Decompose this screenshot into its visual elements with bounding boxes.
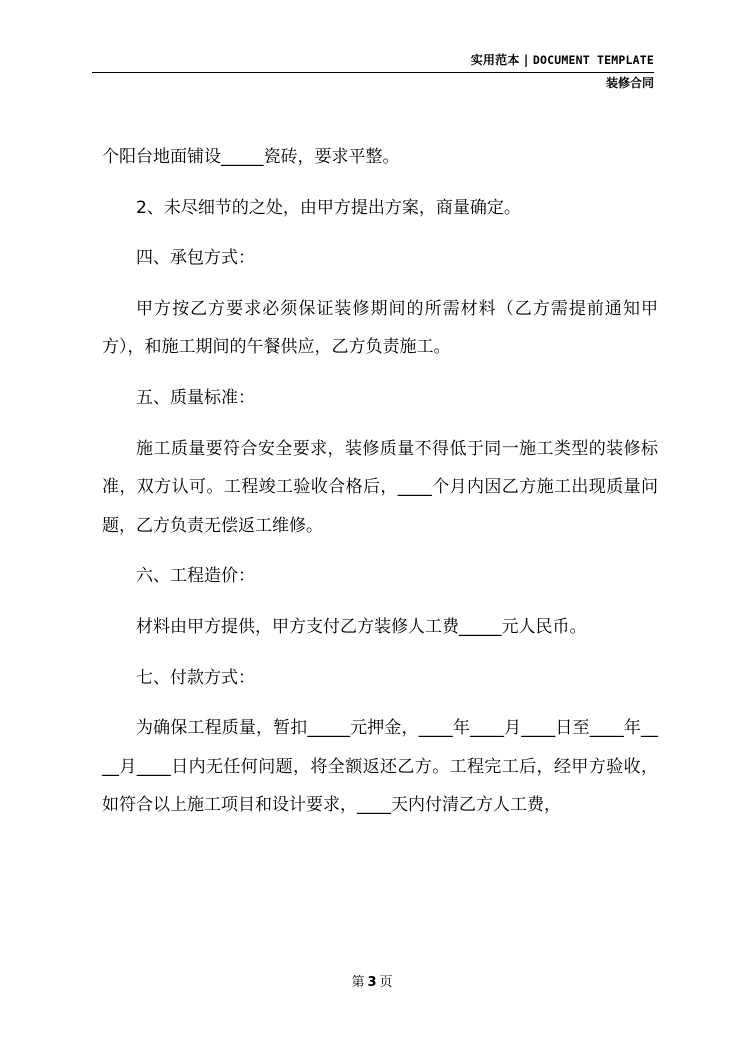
paragraph-contract-method: 甲方按乙方要求必须保证装修期间的所需材料（乙方需提前通知甲方），和施工期间的午餐供应，乙方负责施工。 (102, 298, 658, 358)
paragraph-continuation: 个阳台地面铺设_____瓷砖，要求平整。 (102, 147, 400, 167)
footer-prefix: 第 (351, 975, 365, 990)
paragraph-quality-standard: 施工质量要符合安全要求，装修质量不得低于同一施工类型的装修标准，双方认可。工程竣工验收合格后，____个月内因乙方施工出现质量问题，乙方负责无偿返工维修。 (102, 438, 658, 536)
page-number: 3 (367, 975, 377, 990)
page-header (92, 52, 654, 91)
section-heading-contract-method: 四、承包方式： (136, 248, 255, 269)
paragraph-project-cost: 材料由甲方提供，甲方支付乙方装修人工费_____元人民币。 (136, 616, 587, 637)
section-heading-quality-standard: 五、质量标准： (136, 387, 255, 408)
paragraph-clause-2: 2、未尽细节的之处，由甲方提出方案，商量确定。 (136, 197, 521, 218)
header-rule (92, 72, 654, 73)
header-title-en: DOCUMENT TEMPLATE (532, 53, 654, 67)
page-footer (0, 974, 744, 992)
header-title-cn: 实用范本 (470, 53, 520, 67)
header-subtitle: 装修合同 (605, 76, 654, 90)
section-heading-payment-method: 七、付款方式： (136, 667, 255, 688)
section-heading-project-cost: 六、工程造价： (136, 566, 255, 587)
header-title (92, 52, 654, 68)
footer-suffix: 页 (379, 975, 393, 990)
document-body (102, 138, 658, 837)
paragraph-payment-method: 为确保工程质量，暂扣_____元押金，____年____月____日至____年____月____日内无任何问题，将全额返还乙方。工程完工后，经甲方验收，如符合以上施工项目和设计要求，____天内付清乙方人工费， (102, 718, 658, 816)
header-title-separator: | (519, 53, 533, 67)
